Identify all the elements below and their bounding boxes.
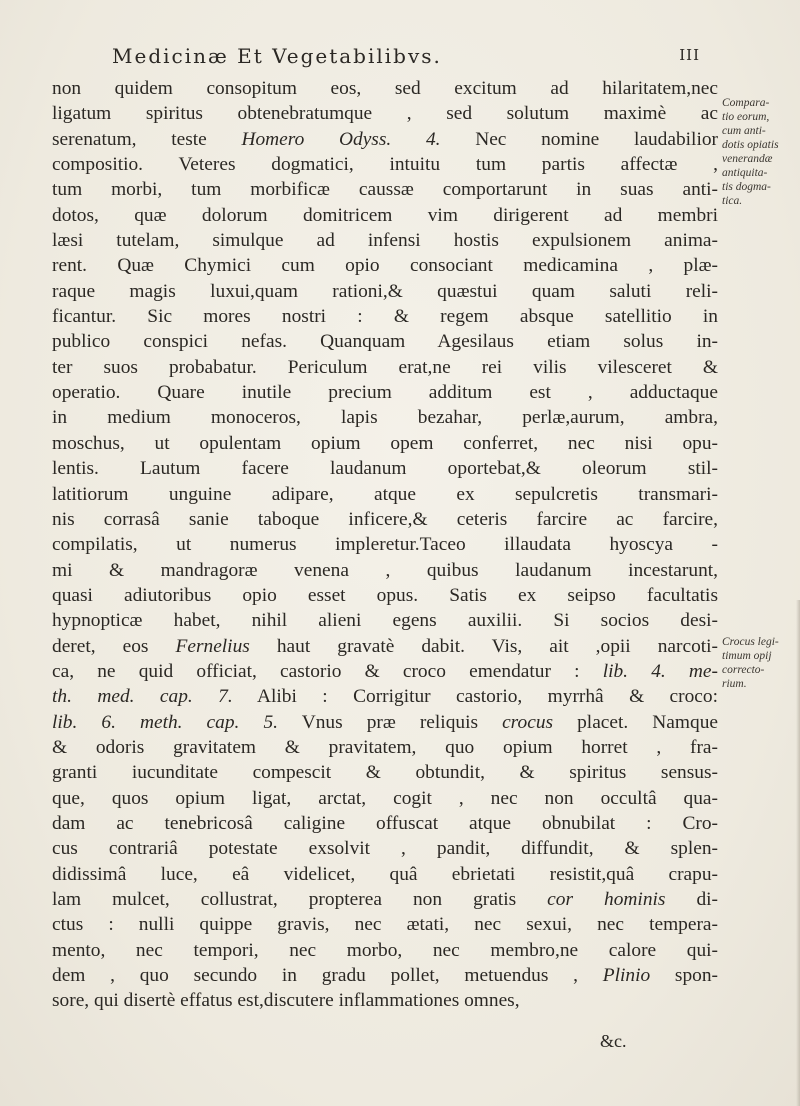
text-line	[52, 786, 718, 811]
italic-segment: th. med. cap. 7.	[52, 686, 233, 708]
text-line	[52, 127, 718, 152]
text-line	[52, 811, 718, 836]
text-line	[52, 862, 718, 887]
text-segment: ligatum spiritus obtenebratumque , sed solutum maximè ac	[52, 103, 718, 125]
text-line	[52, 760, 718, 785]
text-segment: ter suos probabatur. Periculum erat,ne rei vilis vilesceret &	[52, 356, 718, 378]
margin-note-comparison	[722, 96, 800, 208]
text-segment: serenatum, teste	[52, 128, 242, 150]
text-line	[52, 836, 718, 861]
margin-note-line: tio eorum,	[722, 111, 770, 123]
text-segment: sore, qui disertè effatus est,discutere inflammationes omnes,	[52, 990, 520, 1012]
text-line	[52, 710, 718, 735]
text-line	[52, 735, 718, 760]
text-segment: didissimâ luce, eâ videlicet, quâ ebrietati resistit,quâ crapu-	[52, 863, 718, 885]
text-line	[52, 253, 718, 278]
text-segment: dam ac tenebricosâ caligine offuscat atque obnubilat : Cro-	[52, 812, 718, 834]
text-line	[52, 431, 718, 456]
text-segment: cus contrariâ potestate exsolvit , pandit, diffundit, & splen-	[52, 838, 718, 860]
text-line	[52, 938, 718, 963]
text-segment: nis corrasâ sanie taboque inficere,& ceteris farcire ac farcire,	[52, 508, 718, 530]
text-segment: Nec nomine laudabilior	[440, 128, 718, 150]
margin-note-line: cum anti-	[722, 125, 766, 137]
text-segment: mento, nec tempori, nec morbo, nec membro,ne calore qui-	[52, 939, 718, 961]
margin-note-line: rium.	[722, 678, 747, 690]
text-line	[52, 101, 718, 126]
text-line	[52, 279, 718, 304]
italic-segment: lib. 6. meth. cap. 5.	[52, 711, 279, 733]
text-segment: in medium monoceros, lapis bezahar, perlæ,aurum, ambra,	[52, 407, 718, 429]
italic-segment: cor hominis	[547, 889, 666, 910]
margin-note-line: tica.	[722, 195, 743, 207]
text-segment: deret, eos	[52, 635, 176, 657]
text-segment: ca, ne quid officiat, castorio & croco emendatur :	[52, 660, 603, 682]
text-line	[52, 228, 718, 253]
text-segment: latitiorum unguine adipare, atque ex sepulcretis transmari-	[52, 483, 718, 505]
text-line	[52, 608, 718, 633]
margin-note-line: tis dogma-	[722, 181, 771, 193]
page-edge-shadow	[796, 600, 800, 1106]
text-segment: dotos, quæ dolorum domitricem vim dirigerent ad membri	[52, 204, 718, 226]
margin-note-line: Compara-	[722, 97, 770, 109]
margin-note-line: dotis opiatis	[722, 139, 779, 151]
text-line	[52, 532, 718, 557]
text-segment: ficantur. Sic mores nostri : & regem absque satellitio in	[52, 306, 718, 328]
running-title: Medicinæ Et Vegetabilibvs.	[112, 44, 442, 68]
text-segment: publico conspici nefas. Quanquam Agesilaus etiam solus in-	[52, 331, 718, 353]
text-segment: & odoris gravitatem & pravitatem, quo opium horret , fra-	[52, 736, 718, 758]
text-line	[52, 583, 718, 608]
text-line	[52, 558, 718, 583]
text-segment: di-	[665, 889, 719, 910]
margin-note-line: timum opij	[722, 650, 772, 662]
text-line	[52, 152, 718, 177]
text-segment: tum morbi, tum morbificæ caussæ comportarunt in suas anti-	[52, 179, 718, 201]
text-segment: granti iucunditate compescit & obtundit, & spiritus sensus-	[52, 762, 718, 784]
margin-note-line: antiquita-	[722, 167, 768, 179]
text-segment: operatio. Quare inutile precium additum est , adductaque	[52, 382, 718, 404]
text-line	[52, 329, 718, 354]
catchword: &c.	[600, 1031, 627, 1051]
text-segment: que, quos opium ligat, arctat, cogit , nec non occultâ qua-	[52, 787, 718, 809]
text-line	[52, 634, 718, 659]
text-segment: dem , quo secundo in gradu pollet, metuendus ,	[52, 965, 603, 987]
italic-segment: Fernelius	[175, 635, 250, 657]
text-segment: læsi tutelam, simulque ad infensi hostis expulsionem anima-	[52, 230, 718, 252]
text-line	[52, 887, 718, 912]
text-segment: Alibi : Corrigitur castorio, myrrhâ & croco:	[232, 686, 718, 708]
text-segment: Vnus præ reliquis	[278, 711, 503, 733]
text-segment: non quidem consopitum eos, sed excitum ad hilaritatem,nec	[52, 78, 718, 99]
text-segment: quasi adiutoribus opio esset opus. Satis ex seipso facultatis	[52, 584, 718, 606]
italic-segment: lib. 4. me-	[602, 660, 718, 682]
text-segment: rent. Quæ Chymici cum opio consociant medicamina , plæ-	[52, 255, 718, 277]
text-line	[52, 988, 718, 1013]
text-line	[52, 304, 718, 329]
italic-segment: crocus	[502, 711, 554, 733]
text-line	[52, 76, 718, 101]
text-line	[52, 405, 718, 430]
margin-note-crocus	[722, 635, 800, 691]
text-segment: placet. Namque	[553, 711, 718, 733]
text-segment: compositio. Veteres dogmatici, intuitu tum partis affectæ ,	[52, 154, 718, 176]
text-segment: mi & mandragoræ venena , quibus laudanum incestarunt,	[52, 559, 718, 581]
text-line	[52, 177, 718, 202]
margin-note-line: Crocus legi-	[722, 636, 779, 648]
text-segment: lentis. Lautum facere laudanum oportebat,& oleorum stil-	[52, 458, 718, 480]
page-header	[100, 44, 700, 74]
text-line	[52, 963, 718, 988]
text-segment: compilatis, ut numerus impleretur.Taceo illaudata hyoscya -	[52, 534, 718, 556]
margin-note-line: venerandæ	[722, 153, 773, 165]
page-number: III	[679, 46, 700, 64]
text-segment: ctus : nulli quippe gravis, nec ætati, nec sexui, nec tempera-	[52, 914, 718, 936]
text-segment: spon-	[650, 965, 718, 987]
text-line	[52, 203, 718, 228]
text-segment: hypnopticæ habet, nihil alieni egens auxilii. Si socios desi-	[52, 610, 718, 632]
text-segment: lam mulcet, collustrat, propterea non gratis	[52, 889, 548, 910]
text-line	[52, 456, 718, 481]
text-line	[52, 912, 718, 937]
text-segment: moschus, ut opulentam opium opem conferret, nec nisi opu-	[52, 432, 718, 454]
text-line	[52, 659, 718, 684]
margin-note-line: correcto-	[722, 664, 765, 676]
text-line	[52, 482, 718, 507]
text-segment: raque magis luxui,quam rationi,& quæstui quam saluti reli-	[52, 280, 718, 302]
text-line	[52, 684, 718, 709]
body-text	[52, 76, 718, 1014]
text-line	[52, 355, 718, 380]
text-segment: haut gravatè dabit. Vis, ait ,opii narcoti-	[249, 635, 718, 657]
text-line	[52, 507, 718, 532]
italic-segment: Homero Odyss. 4.	[241, 128, 441, 150]
italic-segment: Plinio	[602, 965, 651, 987]
text-line	[52, 380, 718, 405]
